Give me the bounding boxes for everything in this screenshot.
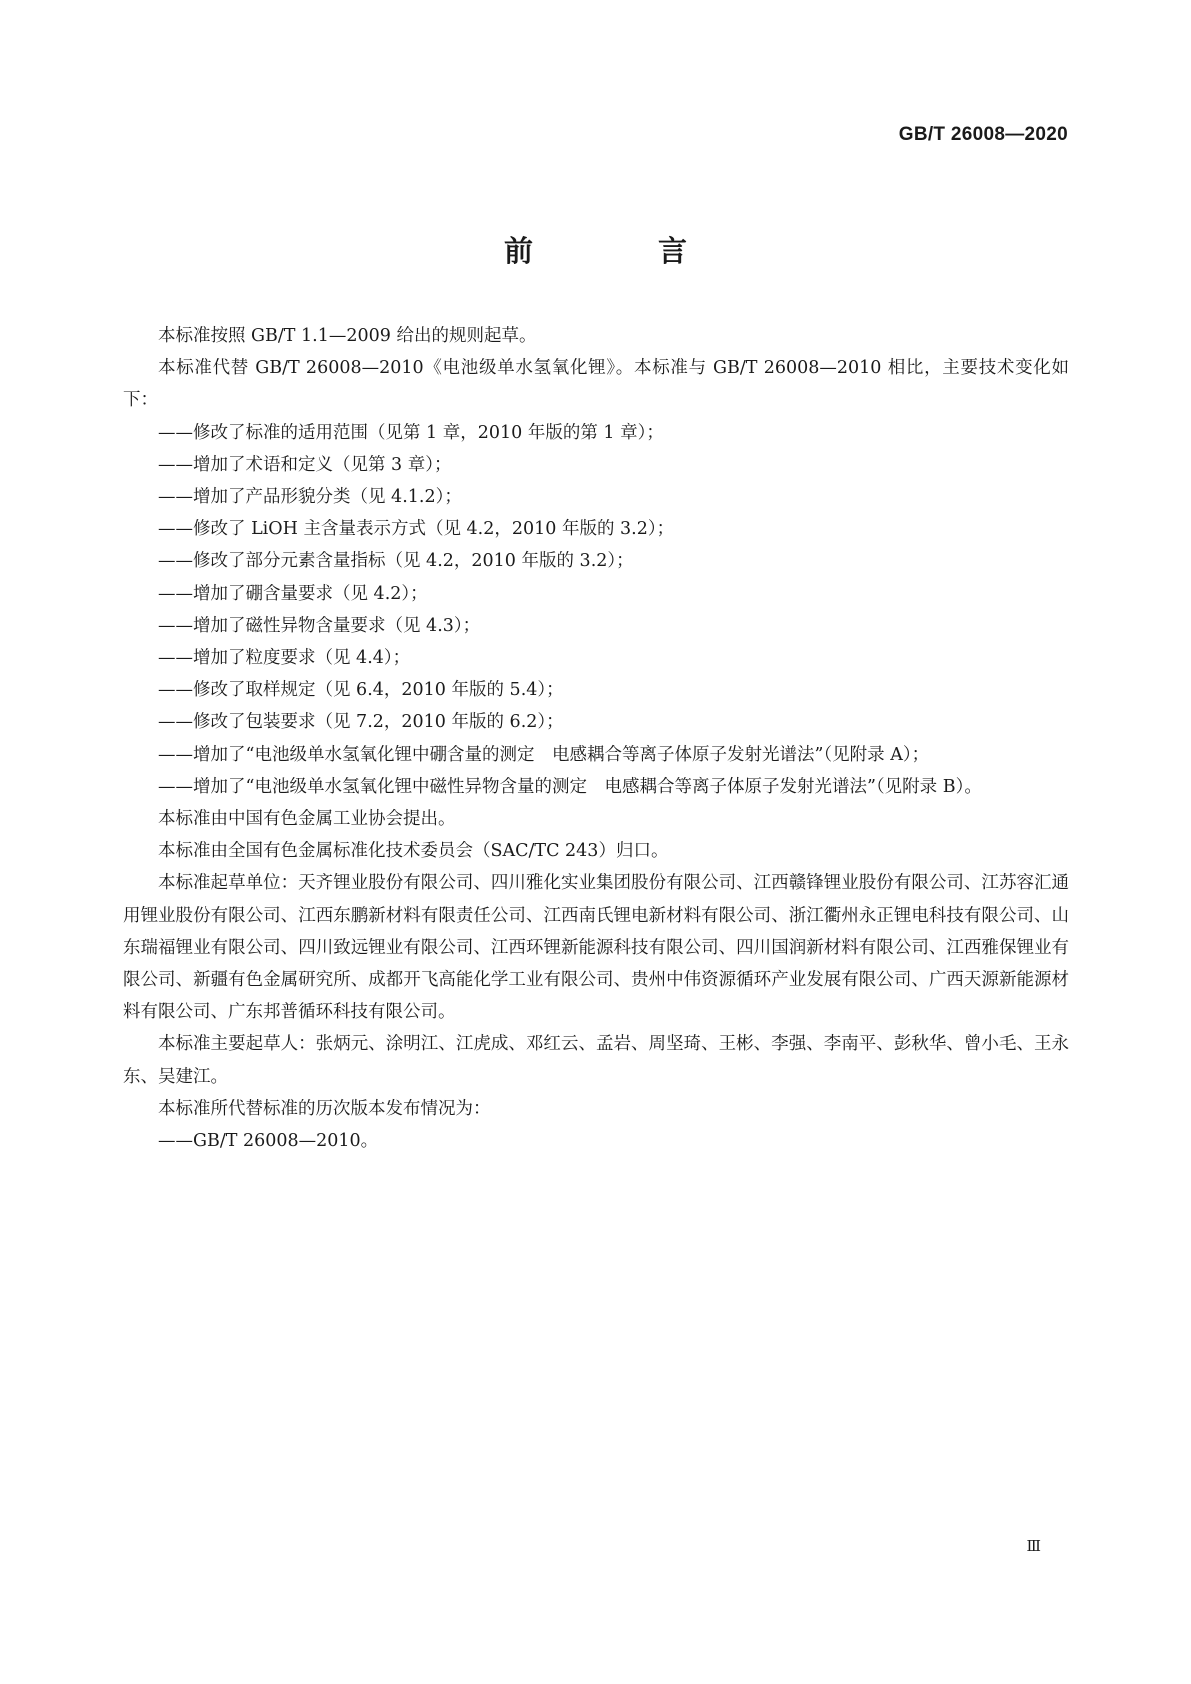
paragraph-replacement: 本标准代替 GB/T 26008—2010《电池级单水氢氧化锂》。本标准与 GB/T 26008—2010 相比，主要技术变化如下： [123, 358, 1069, 411]
change-item: ——增加了磁性异物含量要求（见 4.3）； [158, 615, 481, 636]
change-item: ——修改了取样规定（见 6.4，2010 年版的 5.4）； [158, 680, 564, 701]
change-item: ——增加了硼含量要求（见 4.2）； [158, 583, 428, 604]
paragraph-history-intro: 本标准所代替标准的历次版本发布情况为： [158, 1098, 491, 1119]
change-item: ——增加了粒度要求（见 4.4）； [158, 648, 411, 669]
paragraph-drafters: 本标准主要起草人：张炳元、涂明江、江虎成、邓红云、孟岩、周坚琦、王彬、李强、李南平、彭秋华、曾小毛、王永东、吴建江。 [123, 1034, 1069, 1087]
standard-number: GB/T 26008—2020 [898, 124, 1068, 145]
paragraph-committee: 本标准由全国有色金属标准化技术委员会（SAC/TC 243）归口。 [158, 841, 669, 862]
page-number: Ⅲ [1026, 1537, 1041, 1555]
change-item: ——修改了包装要求（见 7.2，2010 年版的 6.2）； [158, 712, 564, 733]
change-item: ——修改了 LiOH 主含量表示方式（见 4.2，2010 年版的 3.2）； [158, 519, 675, 540]
change-item: ——增加了术语和定义（见第 3 章）； [158, 454, 452, 475]
change-item: ——增加了产品形貌分类（见 4.1.2）； [158, 487, 462, 508]
paragraph-proposer: 本标准由中国有色金属工业协会提出。 [158, 809, 456, 830]
paragraph-drafting-units: 本标准起草单位：天齐锂业股份有限公司、四川雅化实业集团股份有限公司、江西赣锋锂业股份有限公司、江苏容汇通用锂业股份有限公司、江西东鹏新材料有限责任公司、江西南氏锂电新材料有限公司、浙江衢州永正锂电科技有限公司、山东瑞福锂业有限公司、四川致远锂业有限公司、江西环锂新能源科技有限公司、四川国润新材料有限公司、江西雅保锂业有限公司、新疆有色金属研究所、成都开飞高能化学工业有限公司、贵州中伟资源循环产业发展有限公司、广西天源新能源材料有限公司、广东邦普循环科技有限公司。 [123, 873, 1069, 1023]
page-title: 前 言 [503, 234, 735, 268]
change-item: ——增加了“电池级单水氢氧化锂中磁性异物含量的测定 电感耦合等离子体原子发射光谱法”（见附录 B）。 [158, 776, 982, 797]
change-item: ——增加了“电池级单水氢氧化锂中硼含量的测定 电感耦合等离子体原子发射光谱法”（见附录 A）； [158, 744, 930, 765]
foreword-body [123, 320, 1069, 1157]
change-item: ——修改了部分元素含量指标（见 4.2，2010 年版的 3.2）； [158, 551, 634, 572]
change-item: ——修改了标准的适用范围（见第 1 章，2010 年版的第 1 章）； [158, 422, 664, 443]
history-item: ——GB/T 26008—2010。 [158, 1131, 379, 1152]
paragraph-drafting-rules: 本标准按照 GB/T 1.1—2009 给出的规则起草。 [158, 326, 537, 346]
